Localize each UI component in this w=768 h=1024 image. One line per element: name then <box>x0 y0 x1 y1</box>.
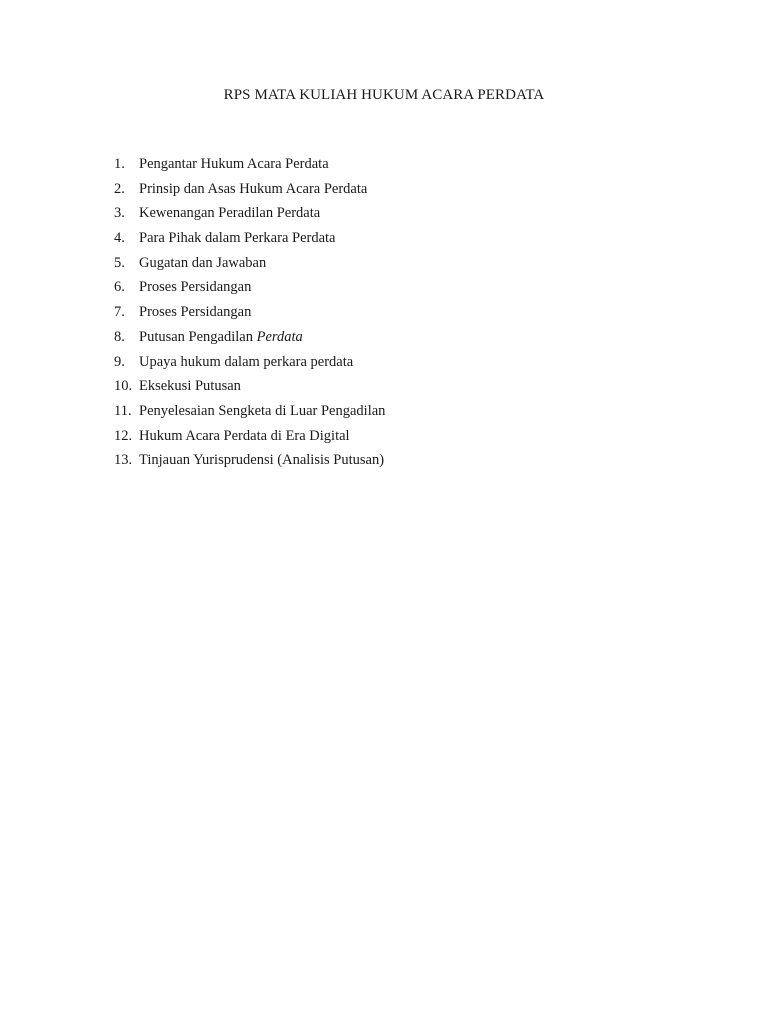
list-item <box>114 253 385 278</box>
list-item <box>114 277 385 302</box>
list-item-number: 11. <box>114 402 132 419</box>
list-item <box>114 327 385 352</box>
list-item-number: 5. <box>114 254 125 271</box>
list-item <box>114 426 385 451</box>
list-item <box>114 450 385 475</box>
list-item-number: 12. <box>114 427 133 444</box>
list-item-label-main: Putusan Pengadilan <box>139 328 257 345</box>
list-item-number: 1. <box>114 156 125 172</box>
list-item <box>114 154 385 179</box>
list-item <box>114 203 385 228</box>
list-item-label: Eksekusi Putusan <box>139 378 241 395</box>
list-item-label: Para Pihak dalam Perkara Perdata <box>139 230 336 247</box>
list-item-number: 8. <box>114 328 125 345</box>
list-item-label: Prinsip dan Asas Hukum Acara Perdata <box>139 180 368 197</box>
list-item-number: 2. <box>114 180 125 197</box>
topic-list <box>114 154 385 475</box>
list-item <box>114 228 385 253</box>
list-item <box>114 302 385 327</box>
list-item-label-italic: Perdata <box>256 328 303 345</box>
list-item-number: 6. <box>114 279 125 296</box>
list-item-label: Tinjauan Yurisprudensi (Analisis Putusan) <box>139 452 385 469</box>
list-item <box>114 352 385 377</box>
list-item <box>114 401 385 426</box>
list-item-label: Gugatan dan Jawaban <box>139 254 267 271</box>
list-item-number: 7. <box>114 304 125 321</box>
list-item-number: 3. <box>114 205 125 222</box>
list-item-label: Kewenangan Peradilan Perdata <box>139 205 321 222</box>
list-item-label: Penyelesaian Sengketa di Luar Pengadilan <box>139 402 386 419</box>
list-item-number: 10. <box>114 378 133 395</box>
list-item-number: 13. <box>114 452 133 469</box>
list-item-number: 4. <box>114 230 125 247</box>
list-item-label: Upaya hukum dalam perkara perdata <box>139 353 354 370</box>
list-item-label: Hukum Acara Perdata di Era Digital <box>139 427 350 444</box>
list-item-label: Pengantar Hukum Acara Perdata <box>139 156 329 172</box>
list-item-label: Proses Persidangan <box>139 304 252 321</box>
list-item-label <box>139 327 303 352</box>
list-item <box>114 376 385 401</box>
list-item-label: Proses Persidangan <box>139 279 252 296</box>
document-title: RPS MATA KULIAH HUKUM ACARA PERDATA <box>223 87 545 103</box>
list-item <box>114 179 385 204</box>
list-item-number: 9. <box>114 353 125 370</box>
